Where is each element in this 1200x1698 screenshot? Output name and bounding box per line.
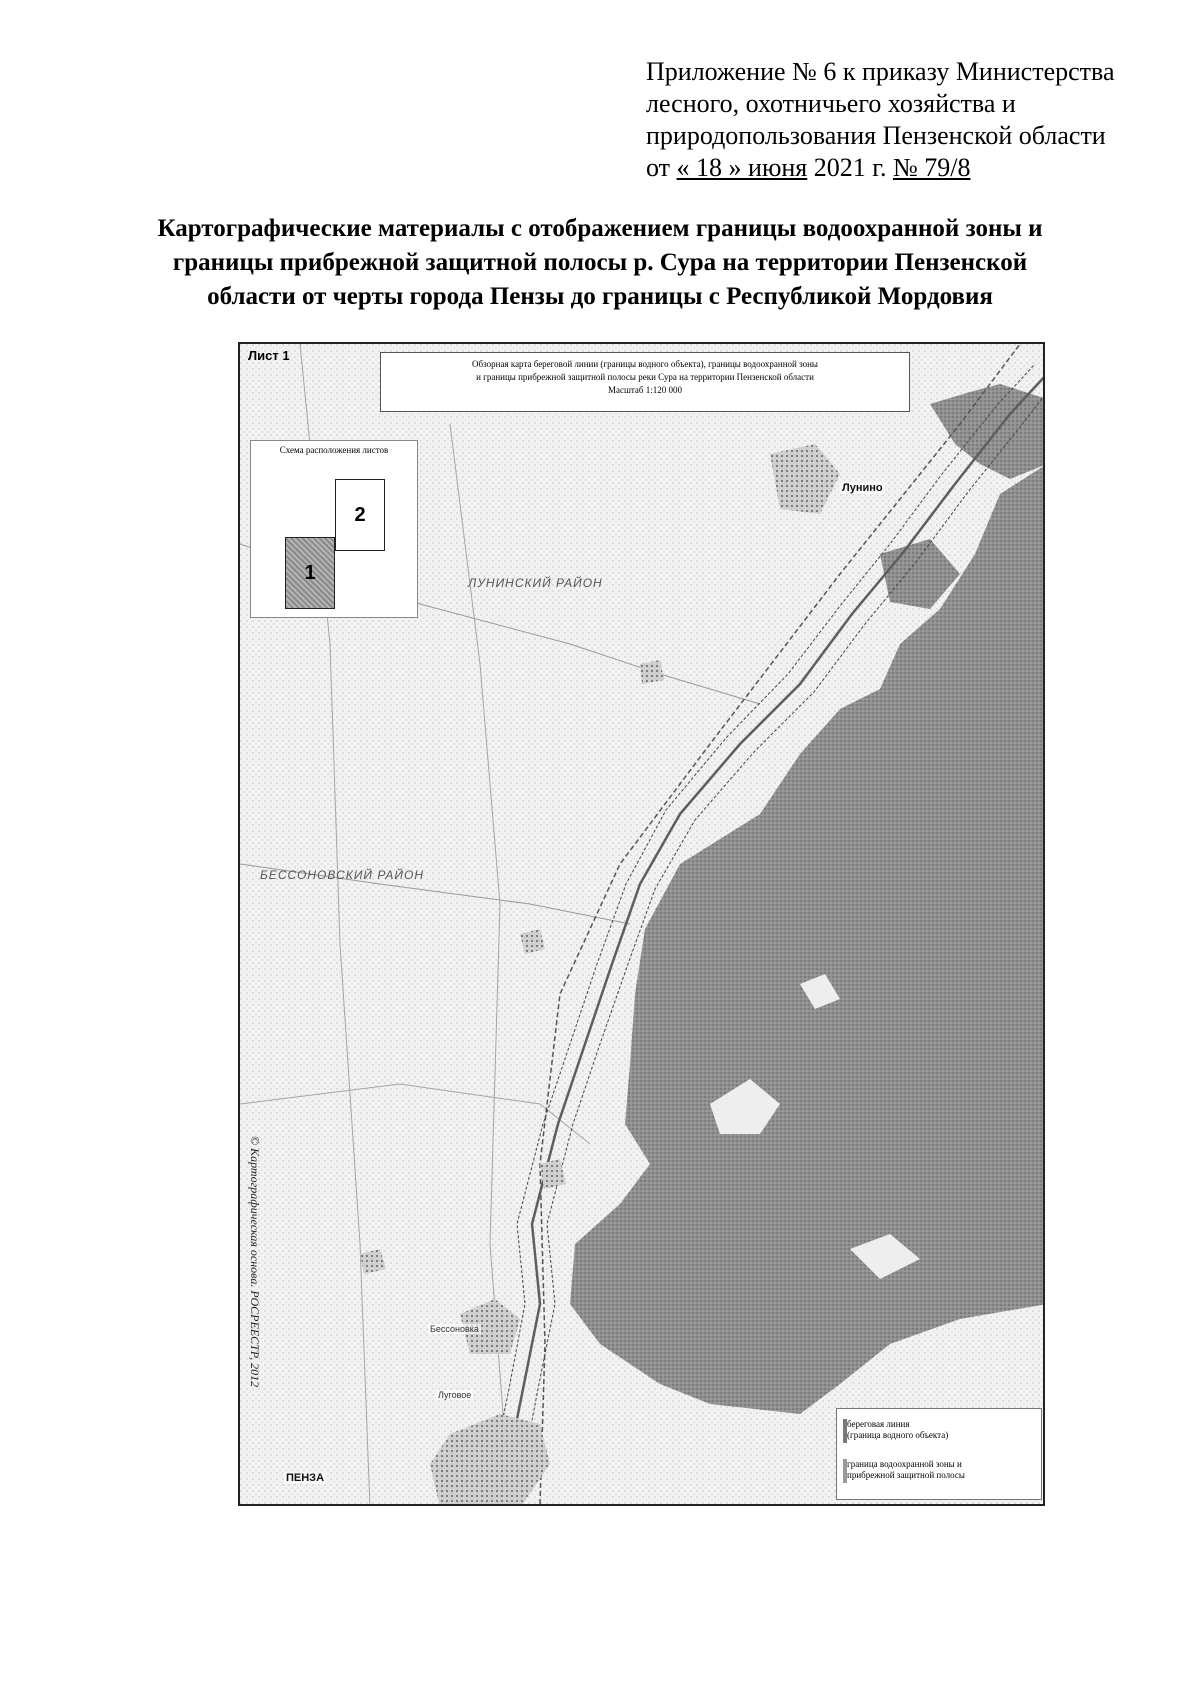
sheet-label: Лист 1 xyxy=(248,348,290,363)
annex-line-1: Приложение № 6 к приказу Министерства xyxy=(646,57,1115,86)
title-line-2: границы прибрежной защитной полосы р. Сура на территории Пензенской xyxy=(172,249,1028,276)
village-4 xyxy=(640,660,664,684)
sheet-index-cell-1: 1 xyxy=(285,537,335,609)
annex-reference xyxy=(646,56,1166,184)
place-label-bessonovka: Бессоновка xyxy=(430,1324,479,1334)
map-header-line-1: Обзорная карта береговой линии (границы водного объекта), границы водоохранной зоны xyxy=(472,359,818,369)
place-label-lugovoe: Луговое xyxy=(438,1390,472,1400)
sheet-index-scheme xyxy=(250,440,418,618)
map-scale: Масштаб 1:120 000 xyxy=(607,385,683,395)
legend-water-zone-line-2: прибрежной защитной полосы xyxy=(847,1470,965,1480)
legend-item-shoreline xyxy=(847,1419,948,1441)
place-label-lunino: Лунино xyxy=(842,482,883,494)
annex-date: « 18 » июня xyxy=(676,153,808,182)
sheet-index-cell-2: 2 xyxy=(335,479,385,551)
map-header xyxy=(380,352,910,412)
annex-line-4 xyxy=(646,152,1166,184)
legend-shoreline-line-2: (граница водного объекта) xyxy=(847,1430,949,1440)
map-header-line-2: и границы прибрежной защитной полосы реки Сура на территории Пензенской области xyxy=(476,372,814,382)
place-label-penza: ПЕНЗА xyxy=(286,1472,325,1484)
district-label-lunino: ЛУНИНСКИЙ РАЙОН xyxy=(468,576,603,590)
annex-line-2: лесного, охотничьего хозяйства и xyxy=(646,89,1016,118)
annex-number: № 79/8 xyxy=(892,153,971,182)
district-label-bessonovka: БЕССОНОВСКИЙ РАЙОН xyxy=(260,868,424,882)
map-legend xyxy=(836,1408,1042,1500)
annex-year: 2021 г. xyxy=(807,153,893,182)
map-copyright: © Картографическая основа. РОСРЕЕСТР, 2012 xyxy=(248,1136,262,1388)
title-line-3: области от черты города Пензы до границы с Республикой Мордовия xyxy=(207,283,993,310)
legend-shoreline-line-1: береговая линия xyxy=(847,1419,910,1429)
annex-from: от xyxy=(646,153,677,182)
sheet-index-title: Схема расположения листов xyxy=(279,445,389,455)
legend-water-zone-line-1: граница водоохранной зоны и xyxy=(847,1459,962,1469)
legend-item-water-zone xyxy=(847,1459,965,1481)
annex-line-3: природопользования Пензенской области xyxy=(646,121,1106,150)
title-line-1: Картографические материалы с отображением границы водоохранной зоны и xyxy=(157,215,1043,242)
document-title xyxy=(60,212,1140,314)
map-frame xyxy=(238,342,1045,1506)
